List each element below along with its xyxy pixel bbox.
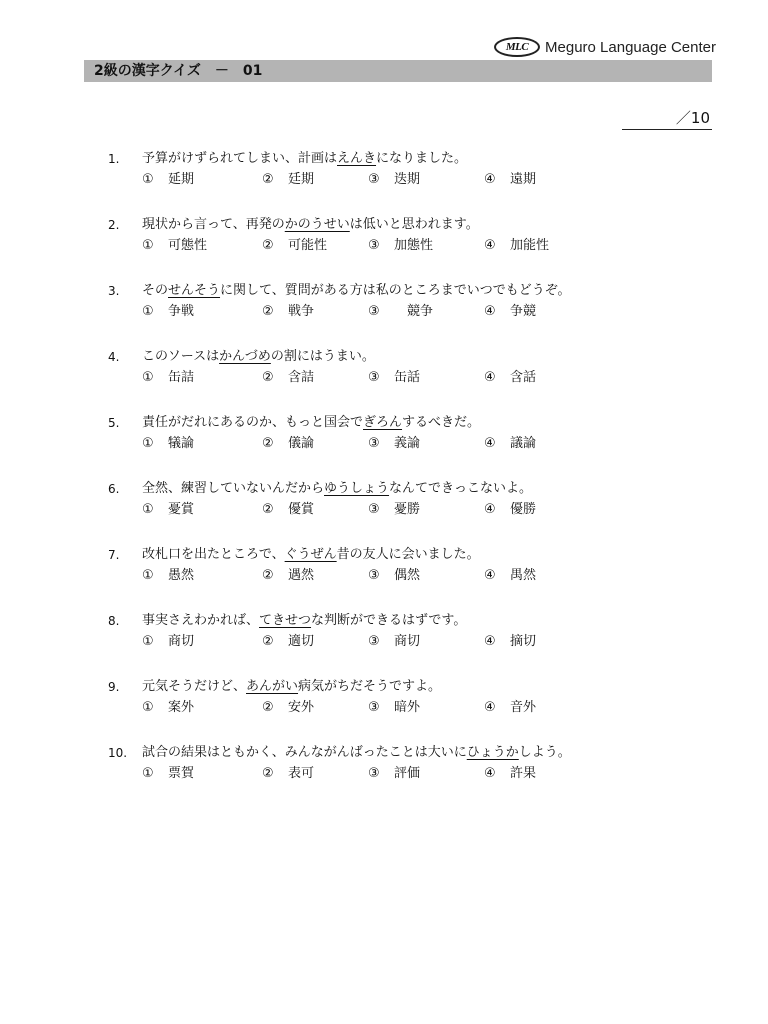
answer-options	[142, 368, 702, 388]
option-text: 許果	[510, 766, 537, 781]
answer-option[interactable]	[262, 698, 314, 718]
answer-option[interactable]	[368, 236, 433, 256]
option-number: ①	[142, 700, 154, 715]
question-text-before: その	[142, 283, 169, 298]
question-text-before: 全然、練習していないんだから	[142, 481, 325, 496]
question-text-after: しよう。	[518, 745, 571, 760]
option-number: ④	[484, 172, 496, 187]
question-text-before: このソースは	[142, 349, 220, 364]
answer-option[interactable]	[142, 302, 194, 322]
question-item	[108, 480, 708, 546]
question-number: 7.	[108, 548, 120, 562]
question-number: 2.	[108, 218, 120, 232]
answer-option[interactable]	[484, 698, 536, 718]
question-text	[142, 744, 571, 762]
question-item	[108, 612, 708, 678]
option-number: ①	[142, 304, 154, 319]
option-number: ②	[262, 370, 274, 385]
answer-options	[142, 170, 702, 190]
question-target-reading: えんき	[337, 151, 377, 166]
answer-option[interactable]	[262, 500, 314, 520]
option-text: 争競	[510, 304, 537, 319]
page-title: 2級の漢字クイズ － 01	[84, 60, 712, 82]
question-item	[108, 216, 708, 282]
mlc-logo: MLC	[494, 37, 540, 57]
question-text	[142, 282, 571, 300]
option-number: ④	[484, 766, 496, 781]
option-text: 加能性	[510, 238, 550, 253]
answer-options	[142, 566, 702, 586]
option-number: ①	[142, 502, 154, 517]
answer-options	[142, 698, 702, 718]
question-number: 1.	[108, 152, 120, 166]
question-text-after: するべきだ。	[402, 415, 481, 430]
option-number: ③	[368, 304, 380, 319]
question-text-after: は低いと思われます。	[349, 217, 479, 232]
answer-option[interactable]	[262, 566, 314, 586]
question-text	[142, 546, 480, 564]
option-number: ②	[262, 172, 274, 187]
option-number: ①	[142, 238, 154, 253]
option-number: ③	[368, 172, 380, 187]
option-number: ①	[142, 172, 154, 187]
option-text: 優勝	[510, 502, 537, 517]
option-number: ④	[484, 436, 496, 451]
option-number: ②	[262, 304, 274, 319]
option-text: 廷期	[288, 172, 315, 187]
option-number: ④	[484, 502, 496, 517]
question-number: 3.	[108, 284, 120, 298]
question-text-after: の割にはうまい。	[270, 349, 375, 364]
question-item	[108, 348, 708, 414]
answer-option[interactable]	[368, 764, 420, 784]
option-text: 評価	[394, 766, 421, 781]
option-number: ③	[368, 634, 380, 649]
option-text: 可能性	[288, 238, 328, 253]
answer-option[interactable]	[368, 434, 420, 454]
answer-option[interactable]	[142, 236, 207, 256]
option-number: ②	[262, 766, 274, 781]
option-number: ③	[368, 436, 380, 451]
option-text: 優賞	[288, 502, 315, 517]
answer-option[interactable]	[262, 302, 314, 322]
option-number: ②	[262, 502, 274, 517]
option-text: 戦争	[288, 304, 315, 319]
question-target-reading: てきせつ	[259, 613, 312, 628]
question-text-before: 責任がだれにあるのか、もっと国会で	[142, 415, 364, 430]
answer-option[interactable]	[142, 368, 194, 388]
answer-option[interactable]	[142, 434, 194, 454]
question-number: 5.	[108, 416, 120, 430]
option-text: 憂勝	[394, 502, 421, 517]
option-text: 争戦	[168, 304, 195, 319]
answer-options	[142, 434, 702, 454]
question-number: 10.	[108, 746, 128, 760]
answer-options	[142, 500, 702, 520]
answer-options	[142, 764, 702, 784]
option-number: ③	[368, 700, 380, 715]
option-number: ②	[262, 634, 274, 649]
option-text: 議論	[510, 436, 537, 451]
option-number: ④	[484, 634, 496, 649]
brand-header	[494, 37, 716, 57]
question-text-before: 予算がけずられてしまい、計画は	[142, 151, 338, 166]
option-text: 迭期	[394, 172, 421, 187]
question-target-reading: ひょうか	[466, 745, 519, 760]
answer-option[interactable]	[484, 566, 536, 586]
option-number: ①	[142, 568, 154, 583]
option-number: ②	[262, 700, 274, 715]
answer-option[interactable]	[484, 302, 536, 322]
option-number: ①	[142, 436, 154, 451]
option-text: 摘切	[510, 634, 537, 649]
question-number: 9.	[108, 680, 120, 694]
question-text-after: な判断ができるはずです。	[311, 613, 467, 628]
question-target-reading: ぎろん	[363, 415, 403, 430]
answer-option[interactable]	[142, 764, 194, 784]
option-text: 商切	[394, 634, 421, 649]
question-target-reading: ゆうしょう	[324, 481, 390, 496]
answer-option[interactable]	[368, 566, 420, 586]
answer-option[interactable]	[368, 368, 420, 388]
question-item	[108, 678, 708, 744]
question-target-reading: せんそう	[168, 283, 221, 298]
answer-option[interactable]	[142, 170, 194, 190]
question-number: 6.	[108, 482, 120, 496]
answer-option[interactable]	[368, 170, 420, 190]
question-number: 8.	[108, 614, 120, 628]
option-number: ③	[368, 766, 380, 781]
option-number: ①	[142, 766, 154, 781]
question-item	[108, 414, 708, 480]
question-item	[108, 744, 708, 810]
question-text-before: 事実さえわかれば、	[142, 613, 260, 628]
option-number: ②	[262, 436, 274, 451]
question-target-reading: かのうせい	[284, 217, 350, 232]
answer-option[interactable]	[484, 764, 536, 784]
question-text-before: 改札口を出たところで、	[142, 547, 285, 562]
option-text: 遇然	[288, 568, 315, 583]
option-number: ②	[262, 238, 274, 253]
question-text	[142, 480, 532, 498]
option-text: 加態性	[394, 238, 434, 253]
answer-option[interactable]	[142, 566, 194, 586]
option-text: 遠期	[510, 172, 537, 187]
option-text: 安外	[288, 700, 315, 715]
question-text-after: 病気がちだそうですよ。	[298, 679, 442, 694]
answer-option[interactable]	[142, 698, 194, 718]
option-number: ③	[368, 502, 380, 517]
question-text-after: に関して、質問がある方は私のところまでいつでもどうぞ。	[220, 283, 571, 298]
answer-option[interactable]	[484, 236, 549, 256]
option-number: ③	[368, 370, 380, 385]
answer-option[interactable]	[262, 434, 314, 454]
option-text: 可態性	[168, 238, 208, 253]
option-text: 犠論	[168, 436, 195, 451]
answer-option[interactable]	[484, 368, 536, 388]
answer-options	[142, 236, 702, 256]
answer-option[interactable]	[262, 236, 327, 256]
question-text-after: 昔の友人に会いました。	[336, 547, 480, 562]
question-list	[108, 150, 708, 810]
question-item	[108, 150, 708, 216]
option-number: ④	[484, 238, 496, 253]
question-text	[142, 348, 375, 366]
question-text	[142, 150, 467, 168]
option-text: 憂賞	[168, 502, 195, 517]
option-text: 音外	[510, 700, 537, 715]
answer-option[interactable]	[262, 764, 314, 784]
question-text-after: なんてできっこないよ。	[389, 481, 533, 496]
question-target-reading: あんがい	[246, 679, 299, 694]
option-number: ①	[142, 370, 154, 385]
answer-option[interactable]	[368, 698, 420, 718]
option-number: ①	[142, 634, 154, 649]
brand-name: Meguro Language Center	[545, 38, 716, 56]
question-target-reading: かんづめ	[219, 349, 271, 364]
option-text: 愚然	[168, 568, 195, 583]
answer-option[interactable]	[368, 500, 420, 520]
question-number: 4.	[108, 350, 120, 364]
answer-options	[142, 632, 702, 652]
option-text: 缶話	[394, 370, 421, 385]
answer-option[interactable]	[484, 170, 536, 190]
option-text: 缶詰	[168, 370, 195, 385]
question-text-before: 元気そうだけど、	[142, 679, 247, 694]
option-text: 暗外	[394, 700, 421, 715]
answer-option[interactable]	[484, 632, 536, 652]
question-text	[142, 612, 466, 630]
question-text-before: 試合の結果はともかく、みんながんばったことは大いに	[142, 745, 467, 760]
answer-option[interactable]	[368, 302, 433, 322]
option-text: 義論	[394, 436, 421, 451]
score-field: ／10	[622, 108, 712, 130]
option-number: ④	[484, 304, 496, 319]
option-text: 儀論	[288, 436, 315, 451]
question-text	[142, 678, 441, 696]
option-number: ④	[484, 370, 496, 385]
answer-options	[142, 302, 702, 322]
question-text-after: になりました。	[376, 151, 468, 166]
option-text: 案外	[168, 700, 195, 715]
question-item	[108, 282, 708, 348]
option-number: ③	[368, 568, 380, 583]
answer-option[interactable]	[262, 170, 314, 190]
option-text: 禺然	[510, 568, 537, 583]
option-text: 含詰	[288, 370, 315, 385]
question-item	[108, 546, 708, 612]
answer-option[interactable]	[262, 632, 314, 652]
option-text: 延期	[168, 172, 195, 187]
answer-option[interactable]	[262, 368, 314, 388]
option-number: ②	[262, 568, 274, 583]
question-text-before: 現状から言って、再発の	[142, 217, 285, 232]
option-number: ④	[484, 700, 496, 715]
answer-option[interactable]	[368, 632, 420, 652]
option-text: 含話	[510, 370, 537, 385]
option-text: 競争	[394, 304, 434, 319]
option-text: 表可	[288, 766, 315, 781]
answer-option[interactable]	[484, 434, 536, 454]
option-number: ③	[368, 238, 380, 253]
option-text: 偶然	[394, 568, 421, 583]
option-text: 票賀	[168, 766, 195, 781]
option-text: 適切	[288, 634, 315, 649]
answer-option[interactable]	[484, 500, 536, 520]
option-text: 商切	[168, 634, 195, 649]
question-text	[142, 414, 480, 432]
answer-option[interactable]	[142, 500, 194, 520]
question-text	[142, 216, 479, 234]
option-number: ④	[484, 568, 496, 583]
answer-option[interactable]	[142, 632, 194, 652]
question-target-reading: ぐうぜん	[284, 547, 337, 562]
